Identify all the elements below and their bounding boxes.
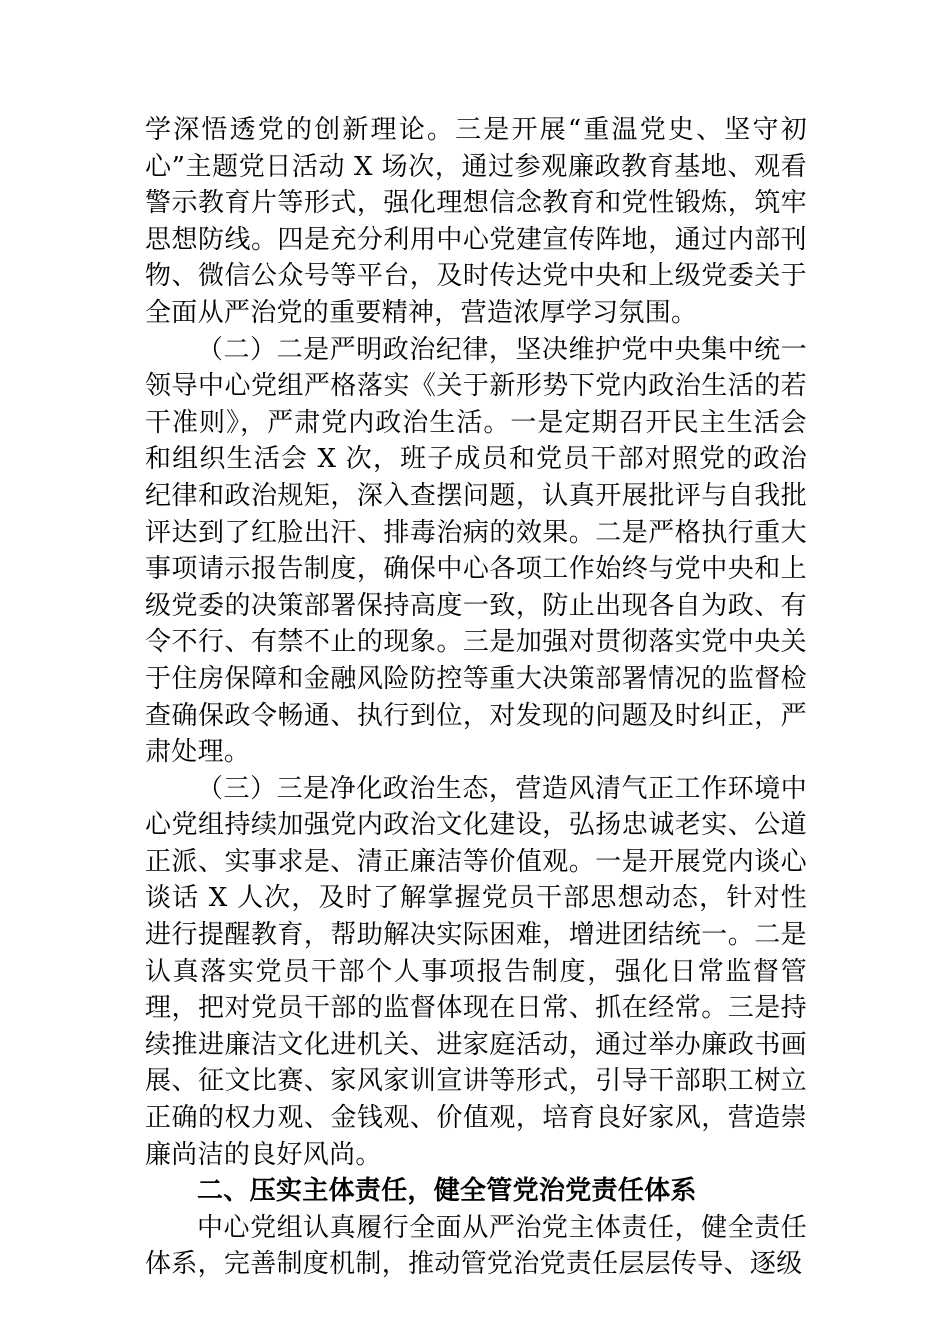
section-heading: 二、压实主体责任，健全管党治党责任体系 [197, 1176, 697, 1207]
paragraph-section-3: （三）三是净化政治生态，营造风清气正工作环境中心党组持续加强党内政治文化建设，弘扬忠诚老实、公道正派、实事求是、清正廉洁等价值观。一是开展党内谈心谈话 X 人次，及时了解掌握党员干部思想动态，针对性进行提醒教育，帮助解决实际困难，增进团结统一。二是认真落实党员干部个人事项报告制度，强化日常监督管理，把对党员干部的监督体现在日常、抓在经常。三是持续推进廉洁文化进机关、进家庭活动，通过举办廉政书画展、征文比赛、家风家训宣讲等形式，引导干部职工树立正确的权力观、金钱观、价值观，培育良好家风，营造崇廉尚洁的良好风尚。 [145, 773, 807, 1170]
paragraph-section-2: （二）二是严明政治纪律，坚决维护党中央集中统一领导中心党组严格落实《关于新形势下党内政治生活的若干准则》，严肃党内政治生活。一是定期召开民主生活会和组织生活会 X 次，班子成员和党员干部对照党的政治纪律和政治规矩，深入查摆问题，认真开展批评与自我批评达到了红脸出汗、排毒治病的效果。二是严格执行重大事项请示报告制度，确保中心各项工作始终与党中央和上级党委的决策部署保持高度一致，防止出现各自为政、有令不行、有禁不止的现象。三是加强对贯彻落实党中央关于住房保障和金融风险防控等重大决策部署情况的监督检查确保政令畅通、执行到位，对发现的问题及时纠正，严肃处理。 [145, 334, 807, 768]
paragraph-responsibility: 中心党组认真履行全面从严治党主体责任，健全责任体系，完善制度机制，推动管党治党责任层层传导、逐级 [145, 1212, 807, 1280]
paragraph-continuation: 学深悟透党的创新理论。三是开展“重温党史、坚守初心”主题党日活动 X 场次，通过参观廉政教育基地、观看警示教育片等形式，强化理想信念教育和党性锻炼，筑牢思想防线。四是充分利用中心党建宣传阵地，通过内部刊物、微信公众号等平台，及时传达党中央和上级党委关于全面从严治党的重要精神，营造浓厚学习氛围。 [145, 115, 807, 328]
document-body [145, 112, 807, 1283]
